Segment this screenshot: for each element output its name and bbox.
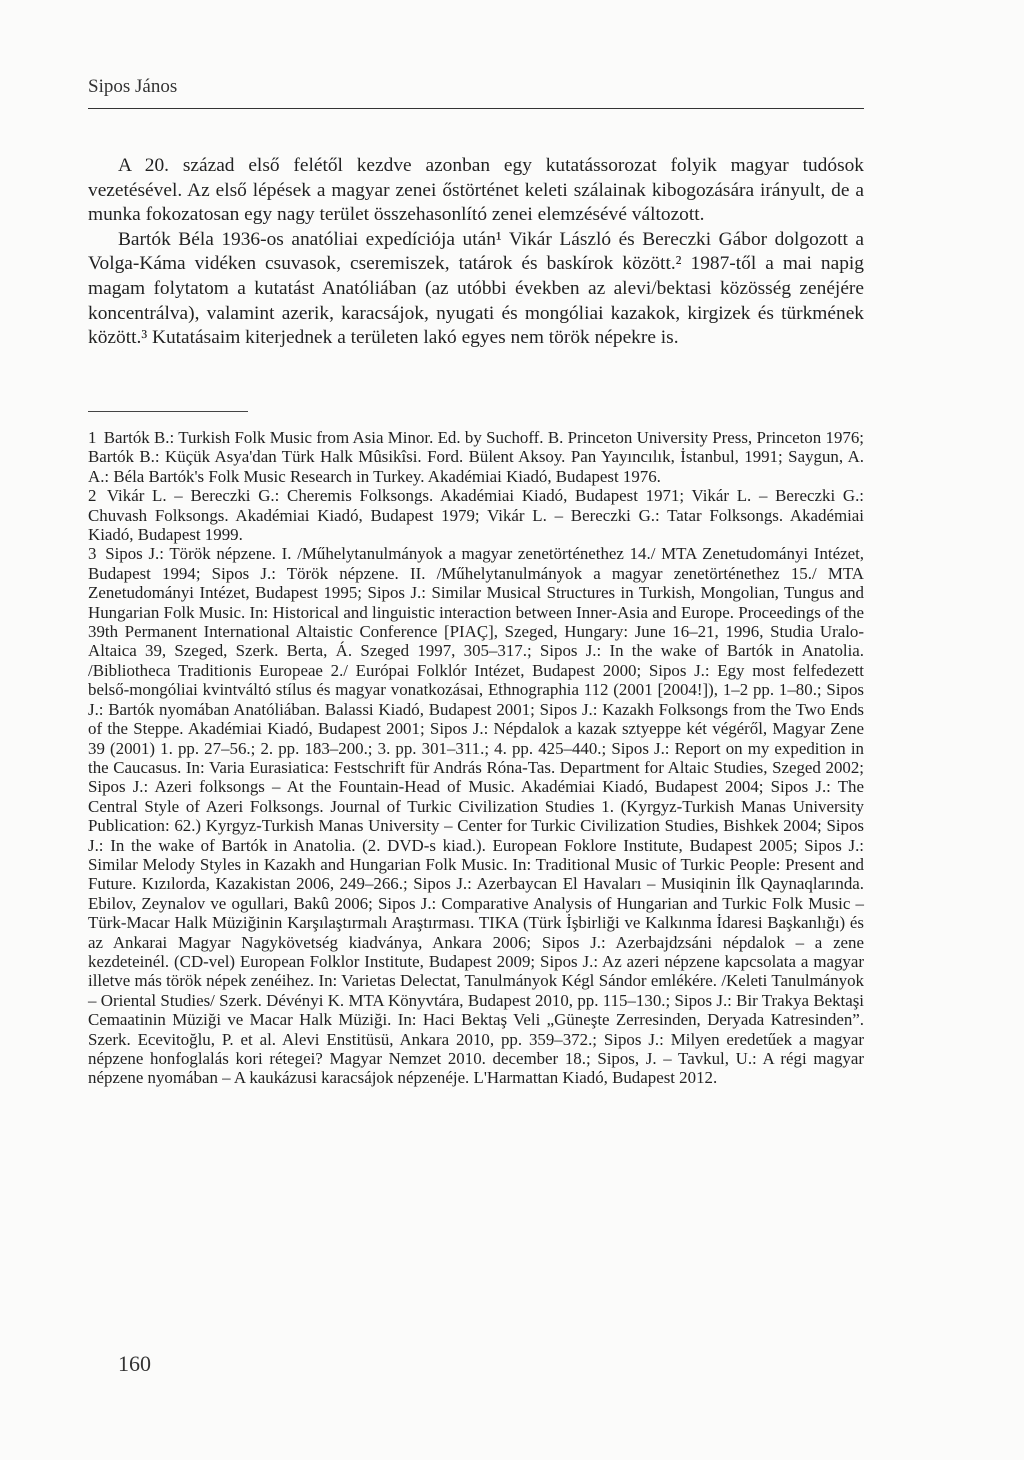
footnote-number: 2 [88,486,97,506]
footnote-text: Sipos J.: Török népzene. I. /Műhelytanulmányok a magyar zenetörténethez 14./ MTA Zenetudományi Intézet, Budapest 1994; Sipos J.: Török népzene. II. /Műhelytanulmányok a magyar zenetörténethez 15./ MTA Zenetudományi Intézet, Budapest 1995; Sipos J.: Similar Musical Structures in Turkish, Mongolian, Tungus and Hungarian Folk Music. In: Historical and linguistic interaction between Inner-Asia and Europe. Proceedings of the 39th Permanent International Altaistic Conference [PIAÇ], Szeged, Hungary: June 16–21, 1996, Studia Uralo-Altaica 39, Szeged, Szerk. Berta, Á. Szeged 1997, 305–317.; Sipos J.: In the wake of Bartók in Anatolia. /Bibliotheca Traditionis Europeae 2./ Európai Folklór Intézet, Budapest 2000; Sipos J.: Egy most felfedezett belső-mongóliai kvintváltó stílus és magyar vonatkozásai, Ethnographia 112 (2001 [2004!]), 1–2 pp. 1–80.; Sipos J.: Bartók nyomában Anatóliában. Balassi Kiadó, Budapest 2001; Sipos J.: Kazakh Folksongs from the Two Ends of the Steppe. Akadémiai Kiadó, Budapest 2001; Sipos J.: Népdalok a kazak sztyeppe két végéről, Magyar Zene 39 (2001) 1. pp. 27–56.; 2. pp. 183–200.; 3. pp. 301–311.; 4. pp. 425–440.; Sipos J.: Report on my expedition in the Caucasus. In: Varia Eurasiatica: Festschrift für András Róna-Tas. Department for Altaic Studies, Szeged 2002; Sipos J.: Azeri folksongs – At the Fountain-Head of Music. Akadémiai Kiadó, Budapest 2004; Sipos J.: The Central Style of Azeri Folksongs. Journal of Turkic Civilization Studies 1. (Kyrgyz-Turkish Manas University Publication: 62.) Kyrgyz-Turkish Manas University – Center for Turkic Civilization Studies, Bishkek 2004; Sipos J.: In the wake of Bartók in Anatolia. (2. DVD-s kiad.). European Foklore Institute, Budapest 2005; Sipos J.: Similar Melody Styles in Kazakh and Hungarian Folk Music. In: Traditional Music of Turkic People: Present and Future. Kızılorda, Kazakistan 2006, 249–266.; Sipos J.: Azerbaycan El Havaları – Musiqinin İlk Qaynaqlarında. Ebilov, Zeynalov ve ogullari, Bakû 2006; Sipos J.: Comparative Analysis of Hungarian and Turkic Folk Music – Türk-Macar Halk Müziğinin Karşılaştırmalı Araştırması. TIKA (Türk İşbirliği ve Kalkınma İdaresi Başkanlığı) és az Ankarai Magyar Nagykövetség kiadványa, Ankara 2006; Sipos J.: Azerbajdzsáni népdalok – a zene kezdeteinél. (CD-vel) European Folklor Institute, Budapest 2009; Sipos J.: Az azeri népzene kapcsolata a magyar illetve más török népek zenéihez. In: Varietas Delectat, Tanulmányok Kégl Sándor emlékére. /Keleti Tanulmányok – Oriental Studies/ Szerk. Dévényi K. MTA Könyvtára, Budapest 2010, pp. 115–130.; Sipos J.: Bir Trakya Bektaşi Cemaatinin Müziği ve Macar Halk Müziği. In: Haci Bektaş Veli „Güneşte Zerresinden, Deryada Katresinden”. Szerk. Ecevitoğlu, P. et al. Alevi Enstitüsü, Ankara 2010, pp. 359–372.; Sipos J.: Milyen eredetűek a magyar népzene honfoglalás kori rétegei? Magyar Nemzet 2010. december 18.; Sipos, J. – Tavkul, U.: A régi magyar népzene nyomában – A kaukázusi karacsájok népzenéje. L'Harmattan Kiadó, Budapest 2012. [88,544,864,1088]
page-number: 160 [118,1351,151,1376]
footnote-separator [88,411,248,412]
footnote-2 [88,486,864,544]
header-rule [88,108,864,109]
running-header: Sipos János [88,76,178,97]
footnote-1 [88,428,864,486]
footnote-number: 3 [88,544,97,564]
paragraph-1: A 20. század első felétől kezdve azonban egy kutatássorozat folyik magyar tudósok vezetésével. Az első lépések a magyar zenei őstörténet keleti szálainak kibogozására irányult, de a munka fokozatosan egy nagy terület összehasonlító zenei elemzésévé változott. [88,155,864,226]
footnote-text: Bartók B.: Turkish Folk Music from Asia Minor. Ed. by Suchoff. B. Princeton University Press, Princeton 1976; Bartók B.: Küçük Asya'dan Türk Halk Mûsikîsi. Ford. Bülent Aksoy. Pan Yayıncılık, İstanbul, 1991; Saygun, A. A.: Béla Bartók's Folk Music Research in Turkey. Akadémiai Kiadó, Budapest 1976. [88,428,864,486]
paragraph-2: Bartók Béla 1936-os anatóliai expedíciója után¹ Vikár László és Bereczki Gábor dolgozott a Volga-Káma vidéken csuvasok, cseremiszek, tatárok és baskírok között.² 1987-től a mai napig magam folytatom a kutatást Anatóliában (az utóbbi években az alevi/bektasi közösség zenéjére koncentrálva), valamint azerik, karacsájok, nyugati és mongóliai kazakok, kirgizek és türkmének között.³ Kutatásaim kiterjednek a területen lakó egyes nem török népekre is. [88,228,864,349]
footnotes [88,428,864,1088]
footnote-3 [88,544,864,1087]
footnote-number: 1 [88,428,97,447]
footnote-text: Vikár L. – Bereczki G.: Cheremis Folksongs. Akadémiai Kiadó, Budapest 1971; Vikár L. – Bereczki G.: Chuvash Folksongs. Akadémiai Kiadó, Budapest 1979; Vikár L. – Bereczki G.: Tatar Folksongs. Akadémiai Kiadó, Budapest 1999. [88,486,864,545]
main-text [88,154,864,351]
